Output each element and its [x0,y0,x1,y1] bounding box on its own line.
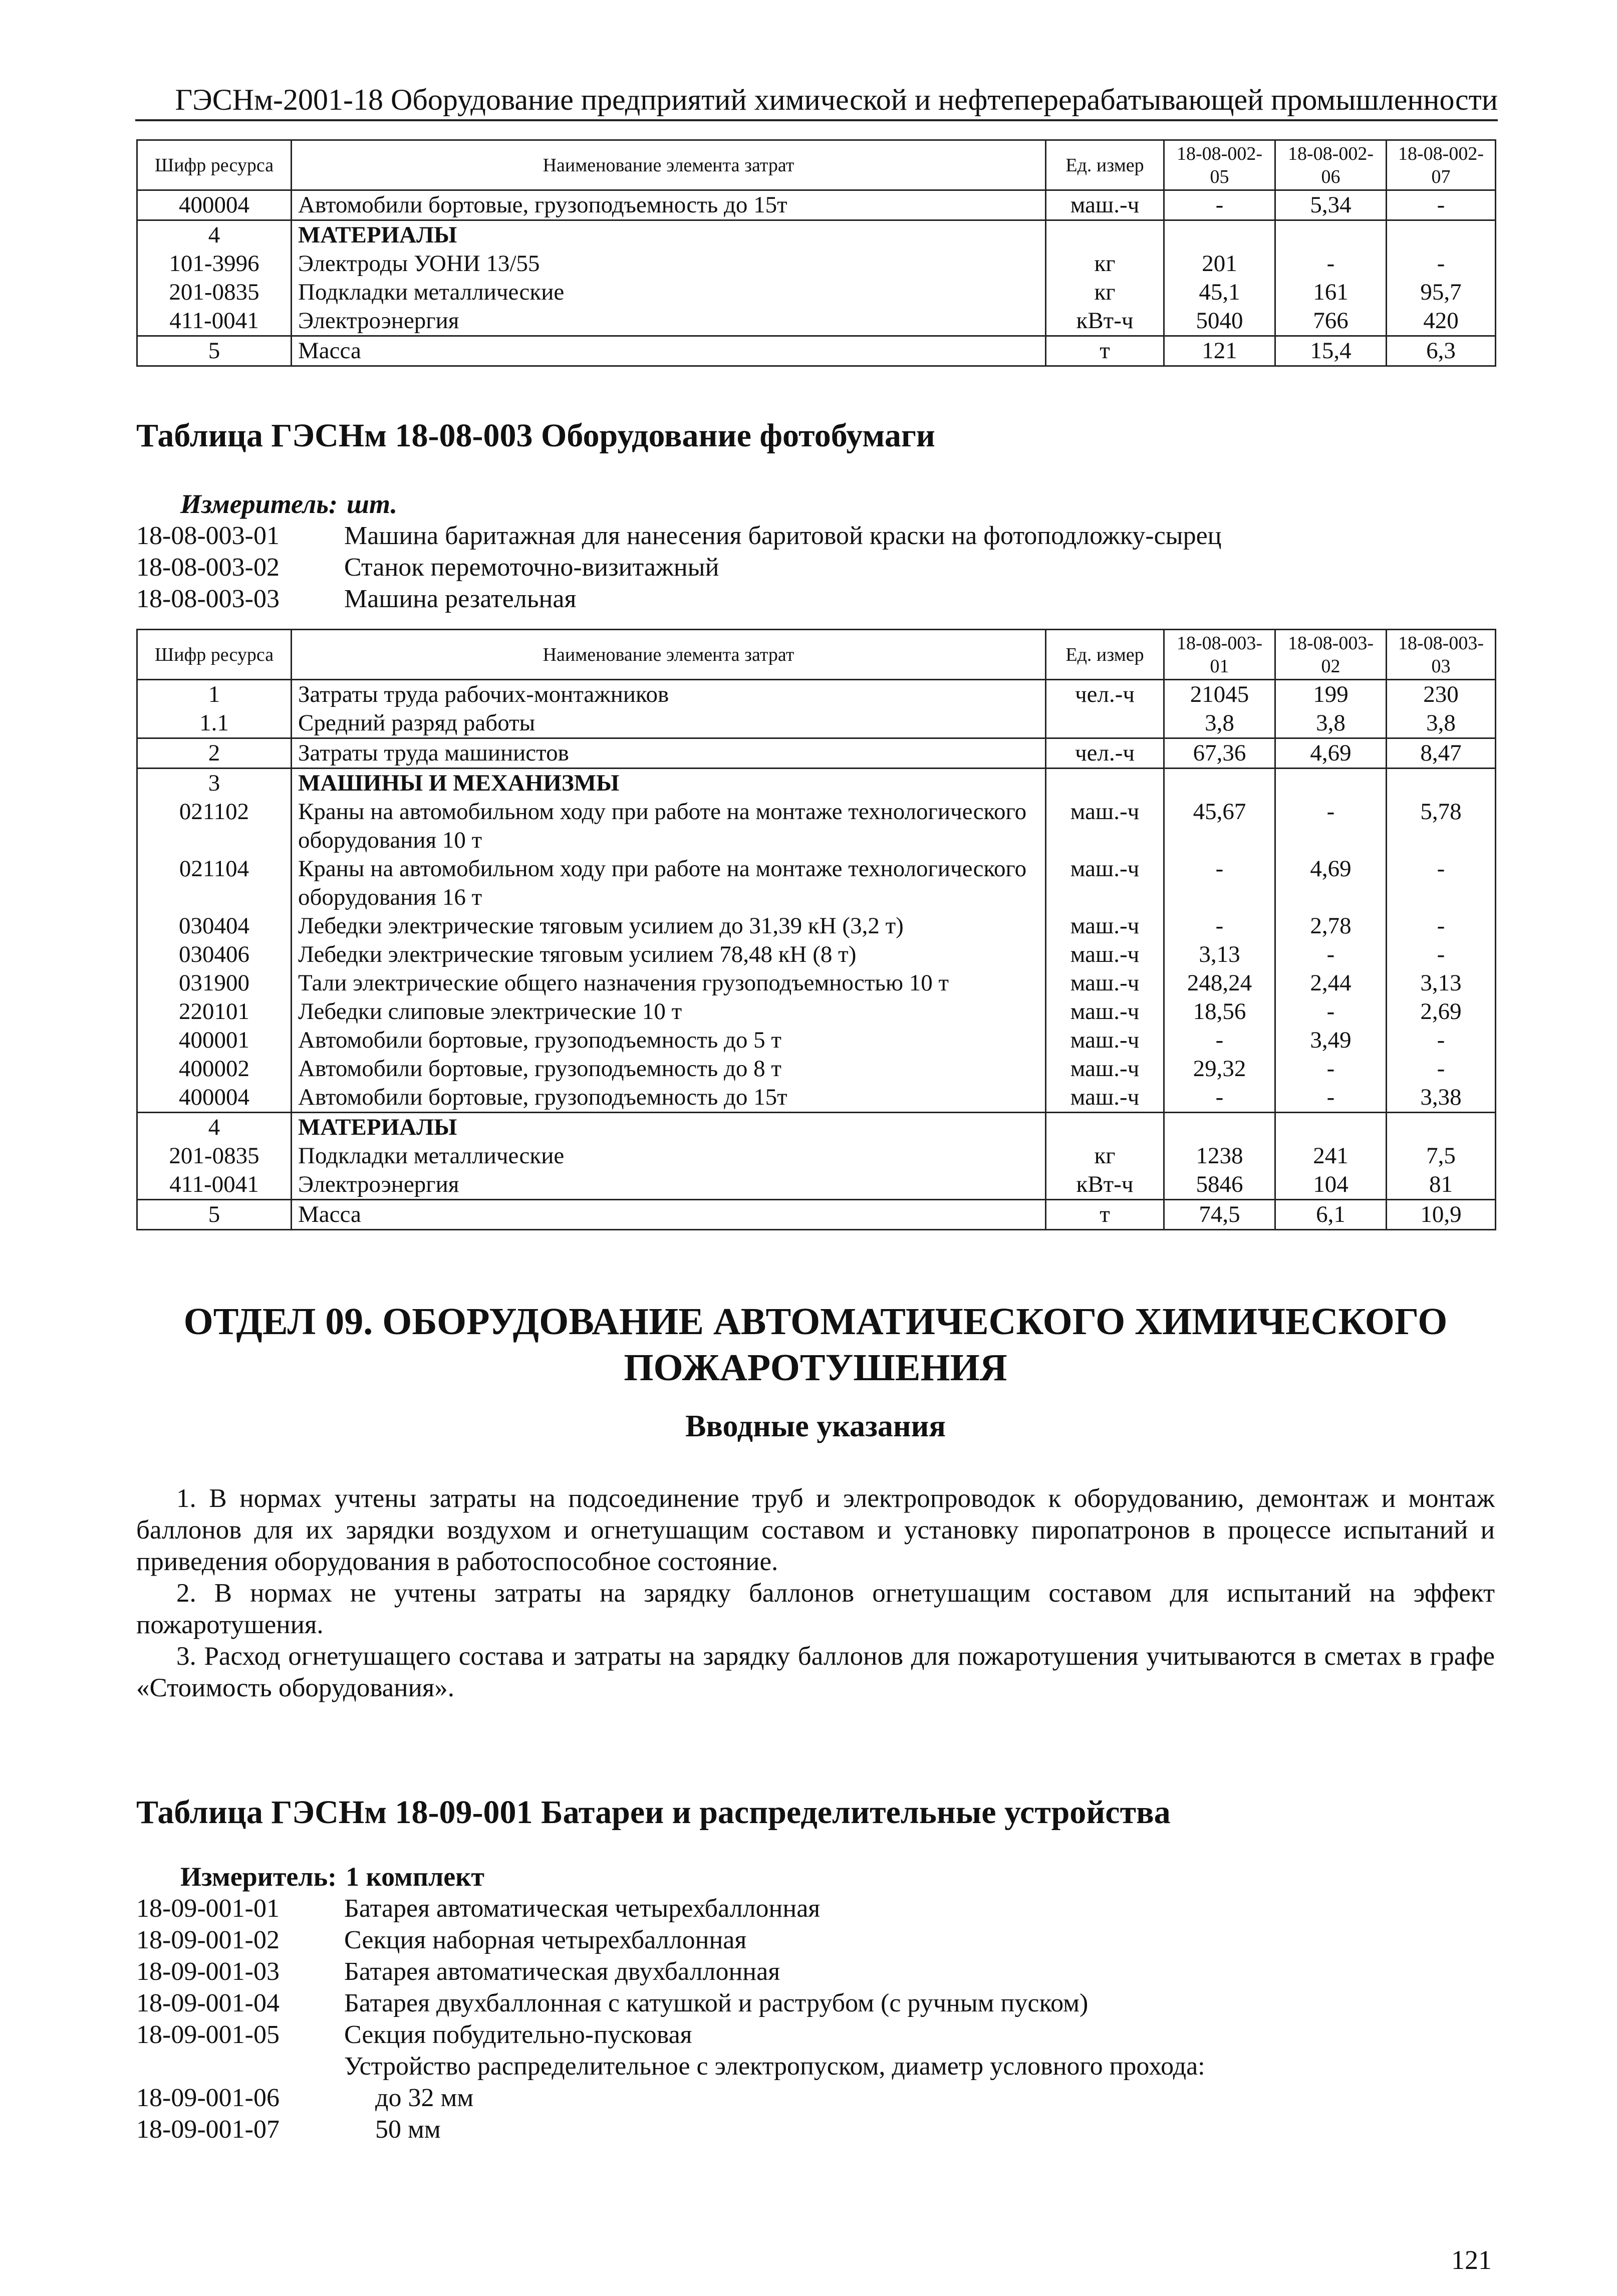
item-name: Секция побудительно-пусковая [344,2020,692,2049]
norm-value: 241 [1275,1142,1387,1170]
norm-value: 5040 [1164,307,1275,336]
norm-value [1164,1113,1275,1142]
cost-element-name: МАШИНЫ И МЕХАНИЗМЫ [292,769,1046,798]
norm-value: 95,7 [1387,278,1496,307]
subsection-title: Вводные указания [685,1409,946,1443]
norm-value: 121 [1164,336,1275,366]
resource-code: 030404 [137,912,292,940]
item-code: 18-09-001-05 [136,2020,280,2049]
resource-code: 5 [137,336,292,366]
table-row [137,709,1496,738]
item-name: Машина баритажная для нанесения баритовой краски на фотоподложку-сырец [344,522,1222,550]
resource-code: 101-3996 [137,249,292,278]
intro-paragraphs [136,1483,1495,1704]
item-code: 18-08-003-03 [136,585,280,613]
norm-value: - [1387,912,1496,940]
resource-code: 400002 [137,1055,292,1083]
measure-line [180,1861,484,1892]
cost-element-name: Автомобили бортовые, грузоподъемность до 15т [292,190,1046,220]
norm-value: 3,49 [1275,1026,1387,1055]
code-list-item [136,2051,1205,2082]
item-code: 18-08-003-02 [136,553,280,582]
table-row [137,1026,1496,1055]
norm-value [1275,1113,1387,1142]
norm-value: 5,34 [1275,190,1387,220]
code-list-item [136,2019,1205,2051]
cost-element-name: Автомобили бортовые, грузоподъемность до 15т [292,1083,1046,1113]
unit [1046,709,1164,738]
cost-element-name: Масса [292,336,1046,366]
code-list-18-09-001 [136,1893,1205,2145]
unit: маш.-ч [1046,1026,1164,1055]
col-header-name: Наименование элемента затрат [292,140,1046,190]
section-title-line: ОТДЕЛ 09. ОБОРУДОВАНИЕ АВТОМАТИЧЕСКОГО ХИМИЧЕСКОГО [183,1301,1448,1343]
paragraph: 2. В нормах не учтены затраты на зарядку баллонов огнетушащим составом для испытаний на эффект пожаротушения. [136,1579,1495,1639]
norm-value: 5846 [1164,1170,1275,1200]
cost-element-name: Электроды УОНИ 13/55 [292,249,1046,278]
cost-element-name: Подкладки металлические [292,1142,1046,1170]
resource-code: 1.1 [137,709,292,738]
item-code [136,2051,344,2082]
unit: маш.-ч [1046,997,1164,1026]
norm-value: 104 [1275,1170,1387,1200]
table-row [137,912,1496,940]
norm-value: 1238 [1164,1142,1275,1170]
table-row [137,1083,1496,1113]
col-header-code: Шифр ресурса [137,630,292,680]
table-row [137,1142,1496,1170]
norm-value: - [1387,855,1496,912]
table-row [137,969,1496,997]
item-code: 18-09-001-01 [136,1894,280,1923]
norm-value: 420 [1387,307,1496,336]
norm-value: 18,56 [1164,997,1275,1026]
norm-value: 8,47 [1387,738,1496,769]
norm-value: 2,78 [1275,912,1387,940]
col-header-unit: Ед. измер [1046,630,1164,680]
item-name: Устройство распределительное с электропуском, диаметр условного прохода: [344,2052,1205,2081]
resource-code: 220101 [137,997,292,1026]
measure-label: Измеритель: [180,1862,337,1892]
col-header-unit: Ед. измер [1046,140,1164,190]
code-list-item [136,1924,1205,1956]
resource-code: 411-0041 [137,1170,292,1200]
code-list-item [136,1893,1205,1924]
norm-value: - [1275,997,1387,1026]
table-row [137,336,1496,366]
col-header-id: 18-08-002-06 [1275,140,1387,190]
unit [1046,769,1164,798]
col-header-id: 18-08-002-07 [1387,140,1496,190]
cost-element-name: Средний разряд работы [292,709,1046,738]
table-row [137,1113,1496,1142]
unit: маш.-ч [1046,969,1164,997]
table-row [137,220,1496,250]
item-name: Батарея автоматическая четырехбаллонная [344,1894,821,1923]
section-title-line: ПОЖАРОТУШЕНИЯ [624,1347,1007,1389]
norm-value: 6,1 [1275,1200,1387,1230]
cost-element-name: Тали электрические общего назначения грузоподъемностью 10 т [292,969,1046,997]
norm-value: - [1387,1055,1496,1083]
norm-value: 4,69 [1275,855,1387,912]
cost-element-name: Масса [292,1200,1046,1230]
norm-value: 3,13 [1164,940,1275,969]
item-name: Станок перемоточно-визитажный [344,553,719,582]
item-code: 18-09-001-07 [136,2115,280,2144]
norm-value: - [1164,912,1275,940]
code-list-item [136,1987,1205,2019]
cost-element-name: Автомобили бортовые, грузоподъемность до 5 т [292,1026,1046,1055]
norm-value: 161 [1275,278,1387,307]
norm-value: 81 [1387,1170,1496,1200]
norm-value: 15,4 [1275,336,1387,366]
norm-value: 248,24 [1164,969,1275,997]
norm-value: 2,44 [1275,969,1387,997]
resource-code: 201-0835 [137,278,292,307]
code-list-item [136,2114,1205,2145]
norm-value: 2,69 [1387,997,1496,1026]
resource-code: 031900 [137,969,292,997]
cost-element-name: Автомобили бортовые, грузоподъемность до 8 т [292,1055,1046,1083]
unit: маш.-ч [1046,940,1164,969]
norm-value: 3,38 [1387,1083,1496,1113]
table-row [137,680,1496,709]
item-name: Батарея двухбаллонная с катушкой и раструбом (с ручным пуском) [344,1989,1089,2017]
item-name: Секция наборная четырехбаллонная [344,1926,747,1954]
norm-value: - [1387,190,1496,220]
unit: т [1046,1200,1164,1230]
norm-value: - [1387,940,1496,969]
resource-code: 1 [137,680,292,709]
norm-value: - [1387,249,1496,278]
norm-value [1275,769,1387,798]
table-row [137,307,1496,336]
item-name: Батарея автоматическая двухбаллонная [344,1957,780,1986]
code-list-item [136,2082,1205,2114]
code-list-18-08-003 [136,520,1222,615]
norm-value: - [1275,798,1387,855]
cost-element-name: Подкладки металлические [292,278,1046,307]
norm-value: - [1275,940,1387,969]
norm-value: 201 [1164,249,1275,278]
norm-value [1387,220,1496,250]
code-list-item [136,583,1222,615]
norm-value: - [1164,855,1275,912]
item-code: 18-08-003-01 [136,522,280,550]
item-code: 18-09-001-04 [136,1989,280,2017]
unit: маш.-ч [1046,798,1164,855]
measure-line [180,488,397,520]
norm-value: 6,3 [1387,336,1496,366]
unit: кВт-ч [1046,1170,1164,1200]
unit: кг [1046,249,1164,278]
cost-element-name: Электроэнергия [292,307,1046,336]
col-header-id: 18-08-002-05 [1164,140,1275,190]
norm-value: 766 [1275,307,1387,336]
norm-value: - [1164,1083,1275,1113]
norm-value: 3,8 [1275,709,1387,738]
norm-value: 3,13 [1387,969,1496,997]
table-18-08-002 [136,139,1496,367]
item-name: до 32 мм [375,2084,474,2112]
item-code: 18-09-001-06 [136,2084,280,2112]
norm-value: 67,36 [1164,738,1275,769]
table-row [137,769,1496,798]
unit [1046,1113,1164,1142]
norm-value: - [1164,190,1275,220]
measure-label: Измеритель: [180,489,338,519]
norm-value: 5,78 [1387,798,1496,855]
cost-element-name: МАТЕРИАЛЫ [292,220,1046,250]
norm-value: 45,67 [1164,798,1275,855]
norm-value [1387,769,1496,798]
item-code: 18-09-001-03 [136,1957,280,1986]
norm-value: 45,1 [1164,278,1275,307]
resource-code: 400001 [137,1026,292,1055]
unit: маш.-ч [1046,1055,1164,1083]
norm-value: 230 [1387,680,1496,709]
unit: маш.-ч [1046,1083,1164,1113]
unit: маш.-ч [1046,190,1164,220]
unit: маш.-ч [1046,912,1164,940]
unit: кг [1046,278,1164,307]
cost-element-name: Лебедки слиповые электрические 10 т [292,997,1046,1026]
resource-code: 021102 [137,798,292,855]
norm-value: 199 [1275,680,1387,709]
paragraph: 1. В нормах учтены затраты на подсоединение труб и электропроводок к оборудованию, демонтаж и монтаж баллонов для их зарядки воздухом и огнетушащим составом и установку пиропатронов в процессе испытаний и приведения оборудования в работоспособное состояние. [136,1484,1495,1576]
norm-value: - [1164,1026,1275,1055]
unit: кг [1046,1142,1164,1170]
norm-value: - [1387,1026,1496,1055]
resource-code: 4 [137,1113,292,1142]
table-row [137,190,1496,220]
norm-value [1164,769,1275,798]
col-header-id: 18-08-003-02 [1275,630,1387,680]
unit: маш.-ч [1046,855,1164,912]
norm-value [1387,1113,1496,1142]
page-number: 121 [1451,2245,1492,2275]
table-title-18-09-001: Таблица ГЭСНм 18-09-001 Батареи и распределительные устройства [136,1794,1171,1831]
norm-value: 10,9 [1387,1200,1496,1230]
norm-value: 3,8 [1387,709,1496,738]
cost-element-name: Краны на автомобильном ходу при работе на монтаже технологического оборудования 10 т [292,798,1046,855]
unit: чел.-ч [1046,738,1164,769]
table-row [137,278,1496,307]
code-list-item [136,520,1222,552]
norm-value: 7,5 [1387,1142,1496,1170]
measure-value: шт. [347,489,398,519]
unit: т [1046,336,1164,366]
norm-value [1275,220,1387,250]
cost-element-name: МАТЕРИАЛЫ [292,1113,1046,1142]
code-list-item [136,1956,1205,1987]
table-row [137,940,1496,969]
table-row [137,855,1496,912]
cost-element-name: Лебедки электрические тяговым усилием 78,48 кН (8 т) [292,940,1046,969]
resource-code: 411-0041 [137,307,292,336]
cost-element-name: Затраты труда рабочих-монтажников [292,680,1046,709]
unit: чел.-ч [1046,680,1164,709]
norm-value: - [1275,1083,1387,1113]
section-title [136,1299,1495,1391]
norm-value: 74,5 [1164,1200,1275,1230]
measure-value: 1 комплект [346,1862,484,1892]
norm-value: 3,8 [1164,709,1275,738]
resource-code: 2 [137,738,292,769]
resource-code: 400004 [137,1083,292,1113]
item-name: Машина резательная [344,585,577,613]
unit [1046,220,1164,250]
norm-value: 29,32 [1164,1055,1275,1083]
table-title-18-08-003: Таблица ГЭСНм 18-08-003 Оборудование фотобумаги [136,417,935,454]
resource-code: 3 [137,769,292,798]
table-row [137,249,1496,278]
cost-element-name: Электроэнергия [292,1170,1046,1200]
table-row [137,1170,1496,1200]
norm-value [1164,220,1275,250]
unit: кВт-ч [1046,307,1164,336]
norm-value: - [1275,249,1387,278]
table-row [137,738,1496,769]
table-row [137,798,1496,855]
cost-element-name: Затраты труда машинистов [292,738,1046,769]
paragraph: 3. Расход огнетушащего состава и затраты на зарядку баллонов для пожаротушения учитываются в сметах в графе «Стоимость оборудования». [136,1642,1495,1702]
norm-value: - [1275,1055,1387,1083]
col-header-id: 18-08-003-01 [1164,630,1275,680]
item-name: 50 мм [375,2115,441,2144]
code-list-item [136,552,1222,583]
norm-value: 4,69 [1275,738,1387,769]
norm-value: 21045 [1164,680,1275,709]
table-row [137,1055,1496,1083]
resource-code: 400004 [137,190,292,220]
resource-code: 4 [137,220,292,250]
col-header-id: 18-08-003-03 [1387,630,1496,680]
item-code: 18-09-001-02 [136,1926,280,1954]
cost-element-name: Краны на автомобильном ходу при работе на монтаже технологического оборудования 16 т [292,855,1046,912]
resource-code: 201-0835 [137,1142,292,1170]
table-row [137,1200,1496,1230]
table-row [137,997,1496,1026]
running-header: ГЭСНм-2001-18 Оборудование предприятий химической и нефтеперерабатывающей промышленности [135,80,1498,121]
col-header-code: Шифр ресурса [137,140,292,190]
resource-code: 021104 [137,855,292,912]
resource-code: 030406 [137,940,292,969]
cost-element-name: Лебедки электрические тяговым усилием до 31,39 кН (3,2 т) [292,912,1046,940]
table-18-08-003 [136,629,1496,1230]
resource-code: 5 [137,1200,292,1230]
col-header-name: Наименование элемента затрат [292,630,1046,680]
